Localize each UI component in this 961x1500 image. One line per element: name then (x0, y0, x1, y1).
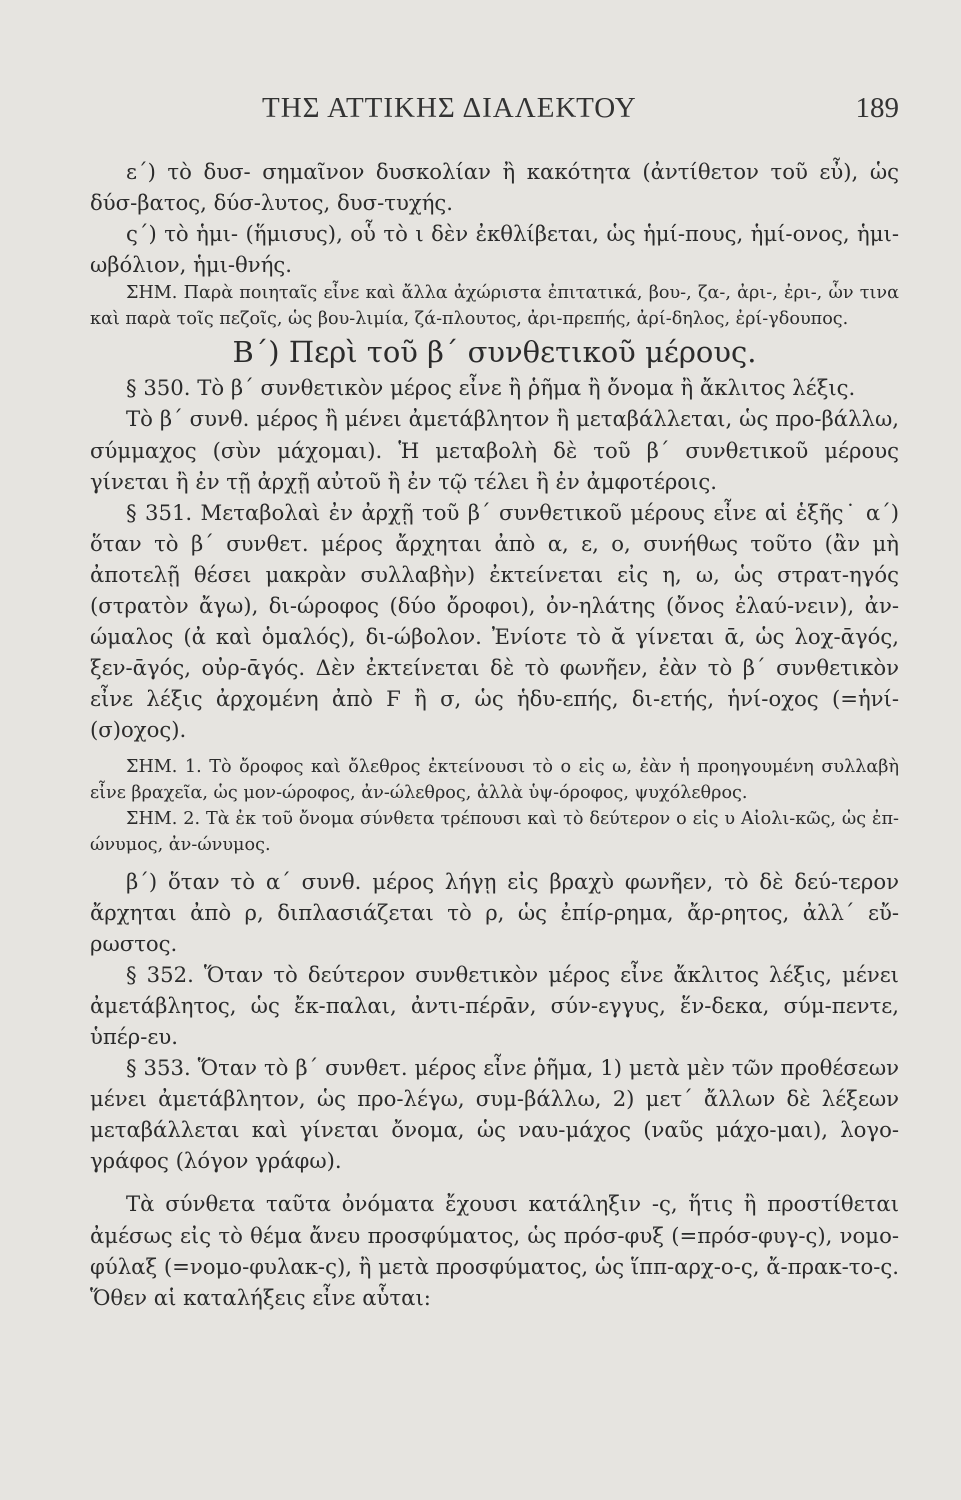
paragraph-351: § 351. Μεταβολαὶ ἐν ἀρχῇ τοῦ β΄ συνθετικοῦ μέρους εἶνε αἱ ἑξῆς˙ α΄) ὅταν τὸ β΄ συνθετ. μέρος ἄρχηται ἀπὸ α, ε, ο, συνήθως τοῦτο (ἂν μὴ ἀποτελῇ θέσει μακρὰν συλλαβὴν) ἐκτείνεται εἰς η, ω, ὡς στρατ-ηγός (στρατὸν ἄγω), δι-ώροφος (δύο ὄροφοι), ὀν-ηλάτης (ὄνος ἐλαύ-νειν), ἀν-ώμαλος (ἀ καὶ ὁμαλός), δι-ώβολον. Ἐνίοτε τὸ ᾰ γίνεται ᾱ, ὡς λοχ-ᾱγός, ξεν-ᾱγός, οὐρ-ᾱγός. Δὲν ἐκτείνεται δὲ τὸ φωνῆεν, ἐὰν τὸ β΄ συνθετικὸν εἶνε λέξις ἀρχομένη ἀπὸ Ϝ ἢ σ, ὡς ἡδυ-επής, δι-ετής, ἡνί-οχος (=ἡνί-(σ)οχος). (90, 499, 899, 743)
note-poetic-prefixes: ΣΗΜ. Παρὰ ποιηταῖς εἶνε καὶ ἄλλα ἀχώριστα ἐπιτατικά, βου-, ζα-, ἀρι-, ἐρι-, ὧν τινα καὶ παρὰ τοῖς πεζοῖς, ὡς βου-λιμία, ζά-πλουτος, ἀρι-πρεπής, ἀρί-δηλος, ἐρί-γδουπος. (90, 283, 899, 330)
paragraph-350-changes: Τὸ β΄ συνθ. μέρος ἢ μένει ἀμετάβλητον ἢ μεταβάλλεται, ὡς προ-βάλλω, σύμμαχος (σὺν μάχομαι). Ἡ μεταβολὴ δὲ τοῦ β΄ συνθετικοῦ μέρους γίνεται ἢ ἐν τῇ ἀρχῇ αὐτοῦ ἢ ἐν τῷ τέλει ἢ ἐν ἀμφοτέροις. (90, 406, 899, 494)
paragraph-352: § 352. Ὅταν τὸ δεύτερον συνθετικὸν μέρος εἶνε ἄκλιτος λέξις, μένει ἀμετάβλητος, ὡς ἔκ-παλαι, ἀντι-πέρᾱν, σύν-εγγυς, ἕν-δεκα, σύμ-πεντε, ὑπέρ-ευ. (90, 961, 899, 1049)
paragraph-350: § 350. Τὸ β΄ συνθετικὸν μέρος εἶνε ἢ ῥῆμα ἢ ὄνομα ἢ ἄκλιτος λέξις. (126, 375, 856, 401)
paragraph-item-st: ς΄) τὸ ἡμι- (ἥμισυς), οὗ τὸ ι δὲν ἐκθλίβεται, ὡς ἡμί-πους, ἡμί-ονος, ἡμι-ωβόλιον, ἡμι-θνής. (90, 221, 899, 278)
running-head (90, 92, 899, 132)
paragraph-351-b: β΄) ὅταν τὸ α΄ συνθ. μέρος λήγῃ εἰς βραχὺ φωνῆεν, τὸ δὲ δεύ-τερον ἄρχηται ἀπὸ ρ, διπλασιάζεται τὸ ρ, ὡς ἐπίρ-ρημα, ἄρ-ρητος, ἀλλ΄ εὔ-ρωστος. (90, 868, 899, 956)
running-title: ΤΗΣ ΑΤΤΙΚΗΣ ΔΙΑΛΕΚΤΟΥ (262, 92, 637, 124)
body-text (90, 156, 899, 1313)
note-2: ΣΗΜ. 2. Τὰ ἐκ τοῦ ὄνομα σύνθετα τρέπουσι καὶ τὸ δεύτερον ο εἰς υ Αἰολι-κῶς, ὡς ἐπ-ώνυμος, ἀν-ώνυμος. (90, 808, 899, 855)
section-heading: Β΄) Περὶ τοῦ β΄ συνθετικοῦ μέρους. (232, 335, 757, 370)
note-1: ΣΗΜ. 1. Τὸ ὄροφος καὶ ὄλεθρος ἐκτείνουσι τὸ ο εἰς ω, ἐὰν ἡ προηγουμένη συλλαβὴ εἶνε βραχεῖα, ὡς μον-ώροφος, ἀν-ώλεθρος, ἀλλὰ ὑψ-όροφος, ψυχόλεθρος. (90, 756, 899, 803)
page-number: 189 (855, 92, 899, 124)
paragraph-item-e: ε΄) τὸ δυσ- σημαῖνον δυσκολίαν ἢ κακότητα (ἀντίθετον τοῦ εὖ), ὡς δύσ-βατος, δύσ-λυτος, δυσ-τυχής. (90, 159, 899, 216)
paragraph-353-compounds: Τὰ σύνθετα ταῦτα ὀνόματα ἔχουσι κατάληξιν -ς, ἥτις ἢ προστίθεται ἀμέσως εἰς τὸ θέμα ἄνευ προσφύματος, ὡς πρόσ-φυξ (=πρόσ-φυγ-ς), νομο-φύλαξ (=νομο-φυλακ-ς), ἢ μετὰ προσφύματος, ὡς ἵππ-αρχ-ο-ς, ἄ-πρακ-το-ς. Ὅθεν αἱ καταλήξεις εἶνε αὗται: (90, 1191, 899, 1310)
paragraph-353: § 353. Ὅταν τὸ β΄ συνθετ. μέρος εἶνε ῥῆμα, 1) μετὰ μὲν τῶν προθέσεων μένει ἀμετάβλητον, ὡς προ-λέγω, συμ-βάλλω, 2) μετ΄ ἄλλων δὲ λέξεων μεταβάλλεται καὶ γίνεται ὄνομα, ὡς ναυ-μάχος (ναῦς μάχο-μαι), λογο-γράφος (λόγον γράφω). (90, 1055, 899, 1174)
